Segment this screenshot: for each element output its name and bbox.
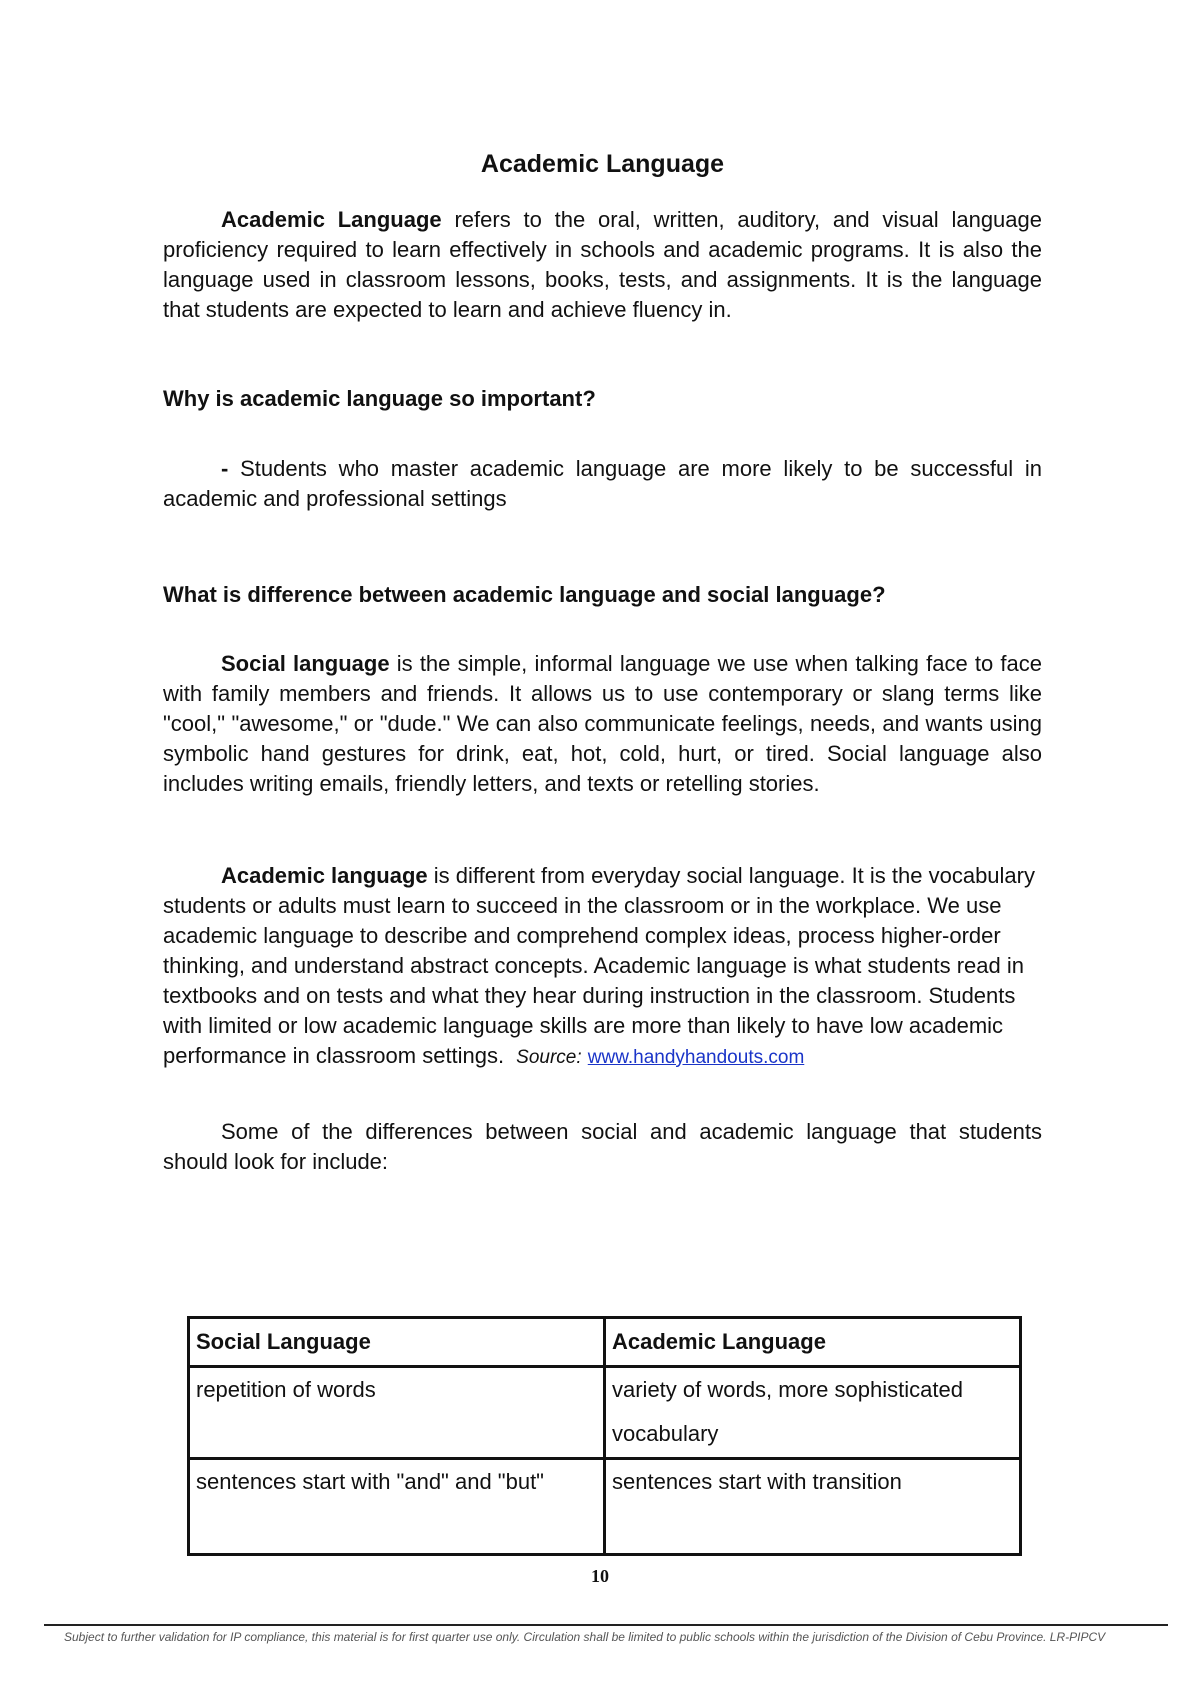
page-number: 10 xyxy=(591,1566,609,1586)
table-cell: repetition of words xyxy=(189,1367,605,1459)
table-row xyxy=(189,1459,1021,1555)
academic-term: Academic language xyxy=(221,863,428,888)
source-label: Source: xyxy=(516,1047,582,1068)
social-text: is the simple, informal language we use when talking face to face with family members and friends. It allows us to use contemporary or slang terms like "cool," "awesome," or "dude." We can also communicate feelings, needs, and wants using symbolic hand gestures for drink, eat, hot, cold, hurt, or tired. Social language also includes writing emails, friendly letters, and texts or retelling stories. xyxy=(163,651,1042,796)
table-header-academic: Academic Language xyxy=(605,1318,1021,1367)
academic-paragraph xyxy=(163,861,1042,1073)
table-cell: sentences start with "and" and "but" xyxy=(189,1459,605,1555)
differences-table xyxy=(187,1316,1022,1556)
footer-divider xyxy=(44,1624,1168,1626)
table-cell: variety of words, more sophisticated vocabulary xyxy=(605,1367,1021,1459)
intro-term: Academic Language xyxy=(221,207,442,232)
document-body xyxy=(163,150,1042,1177)
social-term: Social language xyxy=(221,651,390,676)
bullet-paragraph xyxy=(163,454,1042,514)
bullet-text: Students who master academic language are more likely to be successful in academic and professional settings xyxy=(163,456,1042,511)
intro-text: refers to the oral, written, auditory, and visual language proficiency required to learn effectively in schools and academic programs. It is also the language used in classroom lessons, books, tests, and assignments. It is the language that students are expected to learn and achieve fluency in. xyxy=(163,207,1043,322)
intro-paragraph xyxy=(163,205,1042,325)
table-header-social: Social Language xyxy=(189,1318,605,1367)
table-row xyxy=(189,1367,1021,1459)
bullet-marker: - xyxy=(221,456,229,481)
social-paragraph xyxy=(163,649,1042,799)
differences-intro: Some of the differences between social and academic language that students should look for include: xyxy=(163,1119,1042,1174)
academic-text: is different from everyday social language. It is the vocabulary students or adults must learn to succeed in the classroom or in the workplace. We use academic language to describe and comprehend complex ideas, process higher-order thinking, and understand abstract concepts. Academic language is what students read in textbooks and on tests and what they hear during instruction in the classroom. Students with limited or low academic language skills are more than likely to have low academic performance in classroom settings. xyxy=(163,863,1035,1068)
page-title: Academic Language xyxy=(480,150,725,178)
source-link[interactable]: www.handyhandouts.com xyxy=(587,1047,805,1068)
question-difference: What is difference between academic language and social language? xyxy=(163,582,886,607)
footer-disclaimer: Subject to further validation for IP compliance, this material is for first quarter use only. Circulation shall be limited to public schools within the jurisdiction of the Division of Cebu Province. LR-PIPCV xyxy=(64,1630,1106,1644)
table-header-row xyxy=(189,1318,1021,1367)
question-importance: Why is academic language so important? xyxy=(163,386,596,411)
table-cell: sentences start with transition xyxy=(605,1459,1021,1555)
